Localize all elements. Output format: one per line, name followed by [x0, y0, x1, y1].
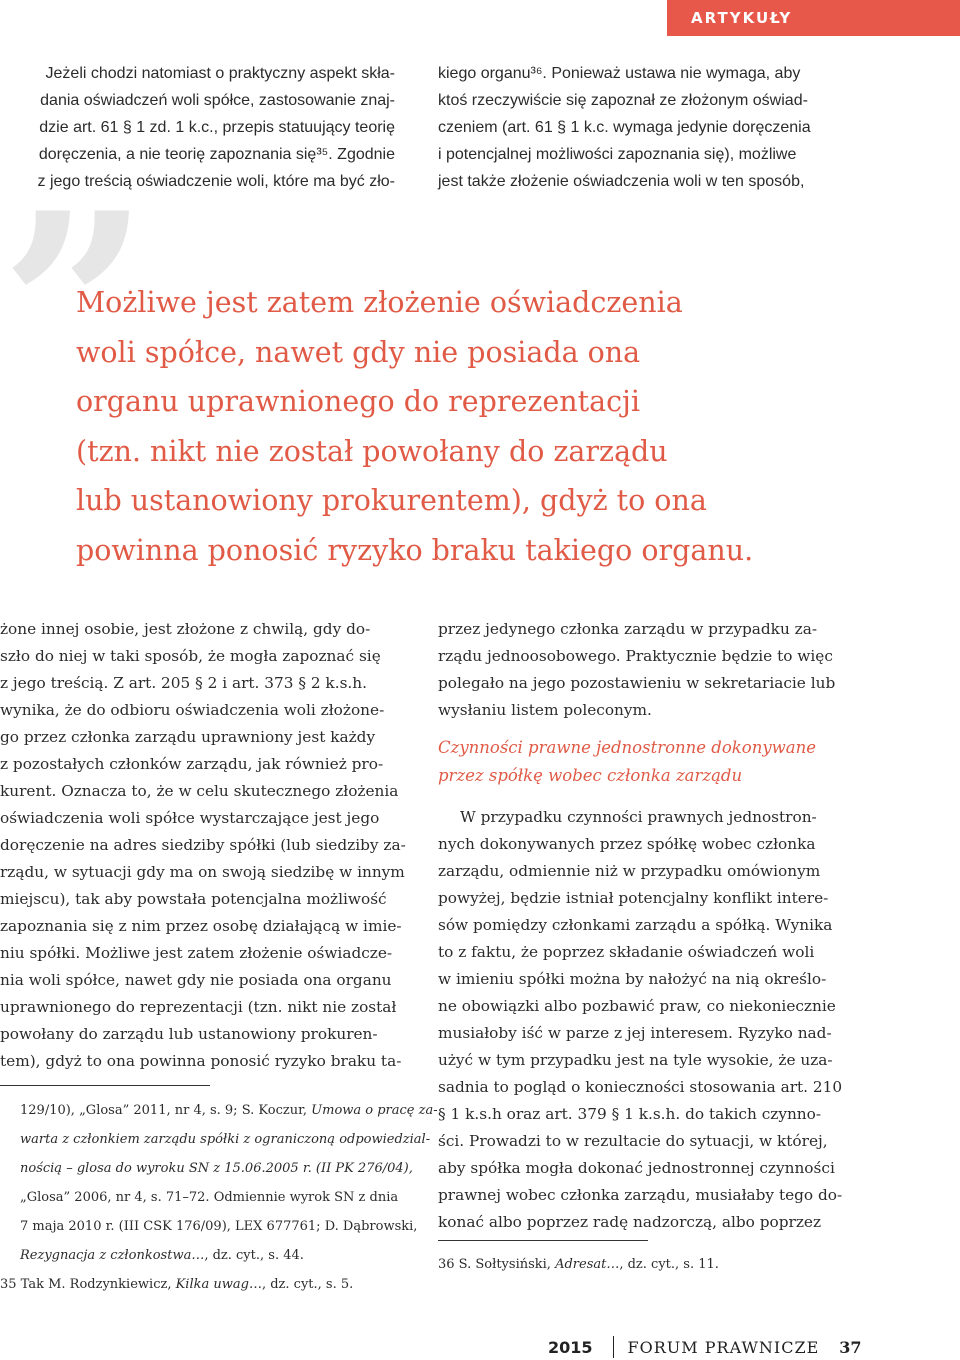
pull-quote-line: powinna ponosić ryzyko braku takiego organu.: [76, 533, 754, 567]
footer-year: 2015: [548, 1337, 593, 1357]
footnote-rule: [0, 1085, 210, 1086]
footnote-line: „Glosa” 2006, nr 4, s. 71–72. Odmiennie wyrok SN z dnia: [20, 1190, 399, 1205]
text-line: zarządu, odmiennie niż w przypadku omówionym: [438, 862, 821, 880]
section-label: ARTYKUŁY: [667, 0, 960, 36]
text-line: doręczenia, a nie teorię zapoznania się³⁵. Zgodnie: [38, 146, 395, 163]
footer-publication: FORUM PRAWNICZE: [627, 1337, 820, 1357]
text-line: uprawnionego do reprezentacji (tzn. nikt nie został: [0, 998, 397, 1016]
page-number: 37: [839, 1337, 862, 1357]
pull-quote: [76, 278, 753, 575]
text-line: musiałoby iść w parze z jej interesem. Ryzyko nad-: [438, 1024, 832, 1042]
section-subheading: przez spółkę wobec członka zarządu: [438, 766, 743, 785]
footnotes-left: [0, 1096, 438, 1299]
text-line: żone innej osobie, jest złożone z chwilą, gdy do-: [0, 620, 371, 638]
page-footer: [548, 1334, 862, 1360]
text-line: zapoznania się z nim przez osobę działającą w imie-: [0, 917, 402, 935]
text-line: niu spółki. Możliwe jest zatem złożenie oświadcze-: [0, 944, 393, 962]
text-line: dania oświadczeń woli spółce, zastosowanie znaj-: [40, 92, 395, 109]
text-line: oświadczenia woli spółce wystarczające jest jego: [0, 809, 380, 827]
text-line: szło do niej w taki sposób, że mogła zapoznać się: [0, 647, 381, 665]
text-line: z pozostałych członków zarządu, jak również pro-: [0, 755, 384, 773]
footnote-line: 129/10), „Glosa” 2011, nr 4, s. 9; S. Koczur, Umowa o pracę za-: [20, 1103, 438, 1118]
text-line: Jeżeli chodzi natomiast o praktyczny aspekt skła-: [45, 65, 395, 82]
text-line: konać albo poprzez radę nadzorczą, albo poprzez: [438, 1213, 822, 1231]
text-line: sów pomiędzy członkami zarządu a spółką. Wynika: [438, 916, 833, 934]
text-line: doręczenie na adres siedziby spółki (lub siedziby za-: [0, 836, 406, 854]
footnote-line: warta z członkiem zarządu spółki z ograniczoną odpowiedzial-: [20, 1132, 431, 1147]
text-line: powyżej, będzie istniał potencjalny konflikt intere-: [438, 889, 829, 907]
footnote-rule: [438, 1240, 648, 1241]
text-line: jest także złożenie oświadczenia woli w ten sposób,: [438, 173, 805, 190]
text-line: nych dokonywanych przez spółkę wobec członka: [438, 835, 816, 853]
text-line: to z faktu, że poprzez składanie oświadczeń woli: [438, 943, 815, 961]
footnote-line: 36 S. Sołtysiński, Adresat…, dz. cyt., s. 11.: [438, 1257, 719, 1272]
section-subheading: Czynności prawne jednostronne dokonywane: [438, 738, 817, 757]
footnote-line: nością – glosa do wyroku SN z 15.06.2005 r. (II PK 276/04),: [20, 1161, 413, 1176]
text-line: miejscu), tak aby powstała potencjalna możliwość: [0, 890, 387, 908]
text-line: nia woli spółce, nawet gdy nie posiada ona organu: [0, 971, 392, 989]
quote-mark-icon: ”: [0, 157, 130, 462]
text-line: w imieniu spółki można by nałożyć na nią określo-: [438, 970, 827, 988]
text-line: prawnej wobec członka zarządu, musiałaby tego do-: [438, 1186, 843, 1204]
text-line: dzie art. 61 § 1 zd. 1 k.c., przepis statuujący teorię: [39, 119, 395, 136]
text-line: przez jedynego członka zarządu w przypadku za-: [438, 620, 818, 638]
pull-quote-line: Możliwe jest zatem złożenie oświadczenia: [76, 286, 683, 319]
pull-quote-line: (tzn. nikt nie został powołany do zarządu: [76, 434, 668, 468]
text-line: ktoś rzeczywiście się zapoznał ze złożonym oświad-: [438, 92, 808, 109]
text-line: § 1 k.s.h oraz art. 379 § 1 k.s.h. do takich czynno-: [438, 1105, 822, 1123]
text-line: użyć w tym przypadku jest na tyle wysokie, że uza-: [438, 1051, 833, 1069]
text-line: aby spółka mogła dokonać jednostronnej czynności: [438, 1159, 835, 1177]
footnote-35: 35 Tak M. Rodzynkiewicz, Kilka uwag…, dz. cyt., s. 5.: [0, 1277, 354, 1292]
footnote-36: [438, 1250, 848, 1279]
footnote-line: Rezygnacja z członkostwa…, dz. cyt., s. 44.: [20, 1248, 304, 1263]
pull-quote-line: woli spółce, nawet gdy nie posiada ona: [76, 335, 641, 369]
text-line: i potencjalnej możliwości zapoznania się), możliwe: [438, 146, 797, 163]
text-line: rządu, w sytuacji gdy ma on swoją siedzibę w innym: [0, 863, 405, 881]
text-line: powołany do zarządu lub ustanowiony prokuren-: [0, 1025, 378, 1043]
text-line: polegało na jego pozostawieniu w sekretariacie lub: [438, 674, 836, 692]
text-line: z jego treścią oświadczenie woli, które ma być zło-: [37, 173, 395, 190]
text-line: ne obowiązki albo pozbawić praw, co niekoniecznie: [438, 997, 836, 1015]
text-line: wysłaniu listem poleconym.: [438, 701, 652, 719]
top-right-text: [438, 60, 848, 195]
text-line: z jego treścią. Z art. 205 § 2 i art. 373 § 2 k.s.h.: [0, 674, 367, 692]
footer-divider: [613, 1336, 614, 1358]
right-body-column: [438, 616, 848, 1236]
text-line: kiego organu³⁶. Ponieważ ustawa nie wymaga, aby: [438, 65, 801, 82]
pull-quote-line: organu uprawnionego do reprezentacji: [76, 385, 640, 418]
text-line: czeniem (art. 61 § 1 k.c. wymaga jedynie doręczenia: [438, 119, 811, 136]
left-body-column: [0, 616, 410, 1075]
text-line: ści. Prowadzi to w rezultacie do sytuacji, w której,: [438, 1132, 828, 1150]
text-line: kurent. Oznacza to, że w celu skutecznego złożenia: [0, 782, 399, 800]
text-line: tem), gdyż to ona powinna ponosić ryzyko braku ta-: [0, 1052, 402, 1070]
text-line: rządu jednoosobowego. Praktycznie będzie to więc: [438, 647, 833, 665]
footnote-line: 7 maja 2010 r. (III CSK 176/09), LEX 677761; D. Dąbrowski,: [20, 1219, 418, 1234]
pull-quote-line: lub ustanowiony prokurentem), gdyż to ona: [76, 484, 707, 517]
text-line: W przypadku czynności prawnych jednostron-: [460, 808, 817, 826]
text-line: sadnia to pogląd o konieczności stosowania art. 210: [438, 1078, 843, 1096]
text-line: wynika, że do odbioru oświadczenia woli złożone-: [0, 701, 385, 719]
text-line: go przez członka zarządu uprawniony jest każdy: [0, 728, 376, 746]
